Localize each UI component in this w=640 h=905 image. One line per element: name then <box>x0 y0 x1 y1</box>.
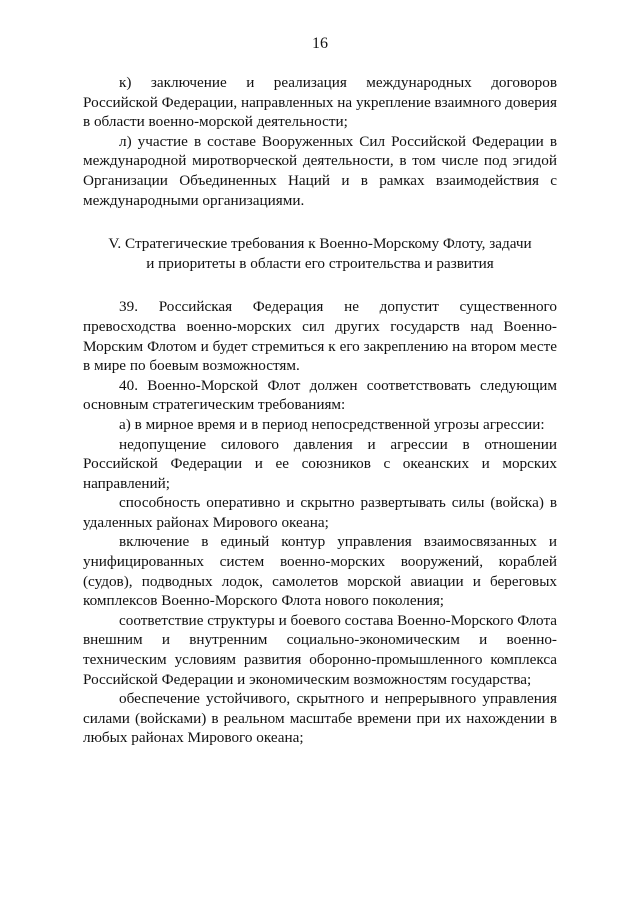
list-item-structure: соответствие структуры и боевого состава Военно-Морского Флота внешним и внутренним социально-экономическим и военно-техническим условиям развития оборонно-промышленного комплекса Российской Федерации и экономическим возможностям государства; <box>83 611 558 688</box>
paragraph-40-a: а) в мирное время и в период непосредственной угрозы агрессии: <box>119 415 545 433</box>
paragraph-k: к) заключение и реализация международных договоров Российской Федерации, направленных на укрепление взаимного доверия в области военно-морской деятельности; <box>83 74 557 131</box>
paragraph-l: л) участие в составе Вооруженных Сил Российской Федерации в международной миротворческой деятельности, в том числе под эгидой Организации Объединенных Наций и в рамках взаимодействия с международными организациями. <box>83 132 557 209</box>
section-heading <box>83 234 557 273</box>
paragraph-39: 39. Российская Федерация не допустит существенного превосходства военно-морских сил других государств над Военно-Морским Флотом и будет стремиться к его закреплению на втором месте в мире по боевым возможностям. <box>83 298 557 375</box>
list-item-no-pressure: недопущение силового давления и агрессии в отношении Российской Федерации и ее союзников с океанских и морских направлений; <box>83 435 557 492</box>
page-number: 16 <box>312 35 328 52</box>
list-item-deployment: способность оперативно и скрытно развертывать силы (войска) в удаленных районах Мирового океана; <box>83 494 557 531</box>
list-item-control-loop: включение в единый контур управления взаимосвязанных и унифицированных систем военно-морских вооружений, кораблей (судов), подводных лодок, самолетов морской авиации и береговых комплексов Военно-Морского Флота нового поколения; <box>83 533 557 610</box>
section-heading-line-1: V. Стратегические требования к Военно-Морскому Флоту, задачи <box>108 235 532 253</box>
section-heading-line-2: и приоритеты в области его строительства и развития <box>146 254 494 272</box>
document-body <box>83 73 557 748</box>
list-item-command: обеспечение устойчивого, скрытного и непрерывного управления силами (войсками) в реальном масштабе времени при их нахождении в любых районах Мирового океана; <box>83 690 557 747</box>
paragraph-40: 40. Военно-Морской Флот должен соответствовать следующим основным стратегическим требованиям: <box>83 376 557 414</box>
